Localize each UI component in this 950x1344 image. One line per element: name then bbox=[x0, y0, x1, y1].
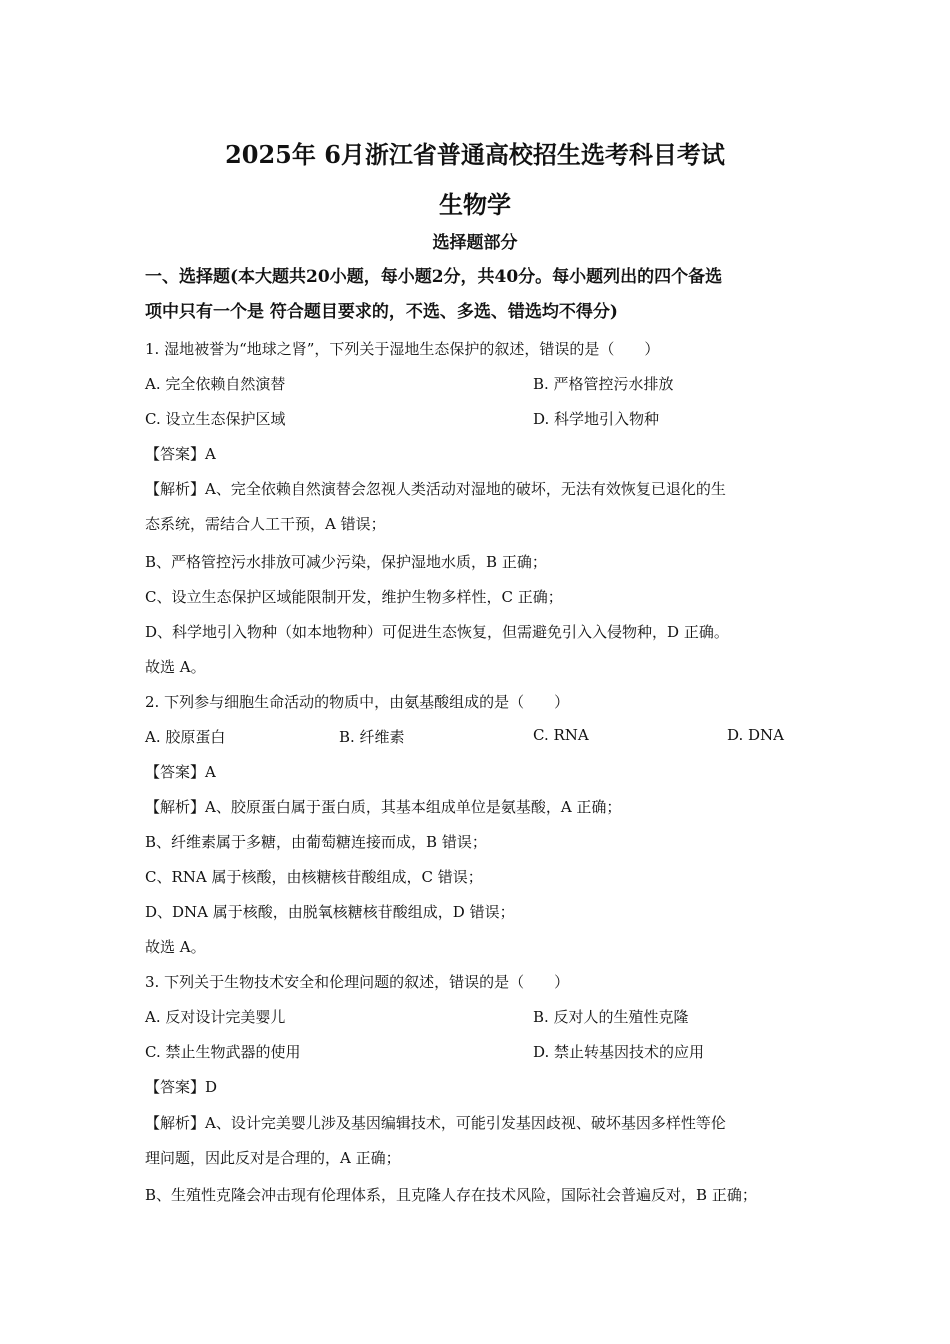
q2-explanation-line: C、RNA 属于核酸，由核糖核苷酸组成，C 错误； bbox=[145, 868, 483, 886]
q2-explanation-line: B、纤维素属于多糖，由葡萄糖连接而成，B 错误； bbox=[145, 833, 487, 851]
q3-option-c: C. 禁止生物武器的使用 bbox=[145, 1043, 301, 1061]
q2-option-d: D. DNA bbox=[727, 726, 785, 744]
section-instructions-line-2: 项中只有一个是 符合题目要求的，不选、多选、错选均不得分) bbox=[145, 302, 618, 322]
q1-stem: 1. 湿地被誉为“地球之肾”，下列关于湿地生态保护的叙述，错误的是（ ） bbox=[145, 340, 660, 358]
q1-option-c: C. 设立生态保护区域 bbox=[145, 410, 286, 428]
q3-explanation-line: 理问题，因此反对是合理的，A 正确； bbox=[145, 1149, 401, 1167]
q2-option-c: C. RNA bbox=[533, 726, 589, 744]
q3-option-a: A. 反对设计完美婴儿 bbox=[145, 1008, 286, 1026]
section-instructions-line-1: 一、选择题(本大题共20小题，每小题2分，共40分。每小题列出的四个备选 bbox=[145, 267, 723, 287]
q2-option-b: B. 纤维素 bbox=[339, 728, 405, 746]
subject-title: 生物学 bbox=[439, 190, 511, 219]
q1-option-a: A. 完全依赖自然演替 bbox=[145, 375, 286, 393]
q1-explanation-line: B、严格管控污水排放可减少污染，保护湿地水质，B 正确； bbox=[145, 553, 547, 571]
q2-option-a: A. 胶原蛋白 bbox=[145, 728, 226, 746]
q1-explanation-line: 【解析】A、完全依赖自然演替会忽视人类活动对湿地的破坏，无法有效恢复已退化的生 bbox=[145, 480, 726, 498]
part-title: 选择题部分 bbox=[432, 233, 518, 253]
q3-explanation-line: 【解析】A、设计完美婴儿涉及基因编辑技术，可能引发基因歧视、破坏基因多样性等伦 bbox=[145, 1114, 726, 1132]
q2-explanation-line: 【解析】A、胶原蛋白属于蛋白质，其基本组成单位是氨基酸，A 正确； bbox=[145, 798, 622, 816]
q2-stem: 2. 下列参与细胞生命活动的物质中，由氨基酸组成的是（ ） bbox=[145, 693, 570, 711]
q3-answer: 【答案】D bbox=[145, 1078, 218, 1096]
exam-title: 2025年 6月浙江省普通高校招生选考科目考试 bbox=[225, 140, 725, 169]
q2-explanation-line: 故选 A。 bbox=[145, 938, 206, 956]
q2-explanation-line: D、DNA 属于核酸，由脱氧核糖核苷酸组成，D 错误； bbox=[145, 903, 515, 921]
q1-option-d: D. 科学地引入物种 bbox=[533, 410, 660, 428]
q1-answer: 【答案】A bbox=[145, 445, 216, 463]
q1-option-b: B. 严格管控污水排放 bbox=[533, 375, 674, 393]
q3-option-d: D. 禁止转基因技术的应用 bbox=[533, 1043, 705, 1061]
q3-explanation-line: B、生殖性克隆会冲击现有伦理体系，且克隆人存在技术风险，国际社会普遍反对，B 正确； bbox=[145, 1186, 757, 1204]
q3-stem: 3. 下列关于生物技术安全和伦理问题的叙述，错误的是（ ） bbox=[145, 973, 570, 991]
q1-explanation-line: C、设立生态保护区域能限制开发，维护生物多样性，C 正确； bbox=[145, 588, 563, 606]
q2-answer: 【答案】A bbox=[145, 763, 216, 781]
q1-explanation-line: 故选 A。 bbox=[145, 658, 206, 676]
q1-explanation-line: D、科学地引入物种（如本地物种）可促进生态恢复，但需避免引入入侵物种，D 正确。 bbox=[145, 623, 729, 641]
q1-explanation-line: 态系统，需结合人工干预，A 错误； bbox=[145, 515, 386, 533]
q3-option-b: B. 反对人的生殖性克隆 bbox=[533, 1008, 689, 1026]
